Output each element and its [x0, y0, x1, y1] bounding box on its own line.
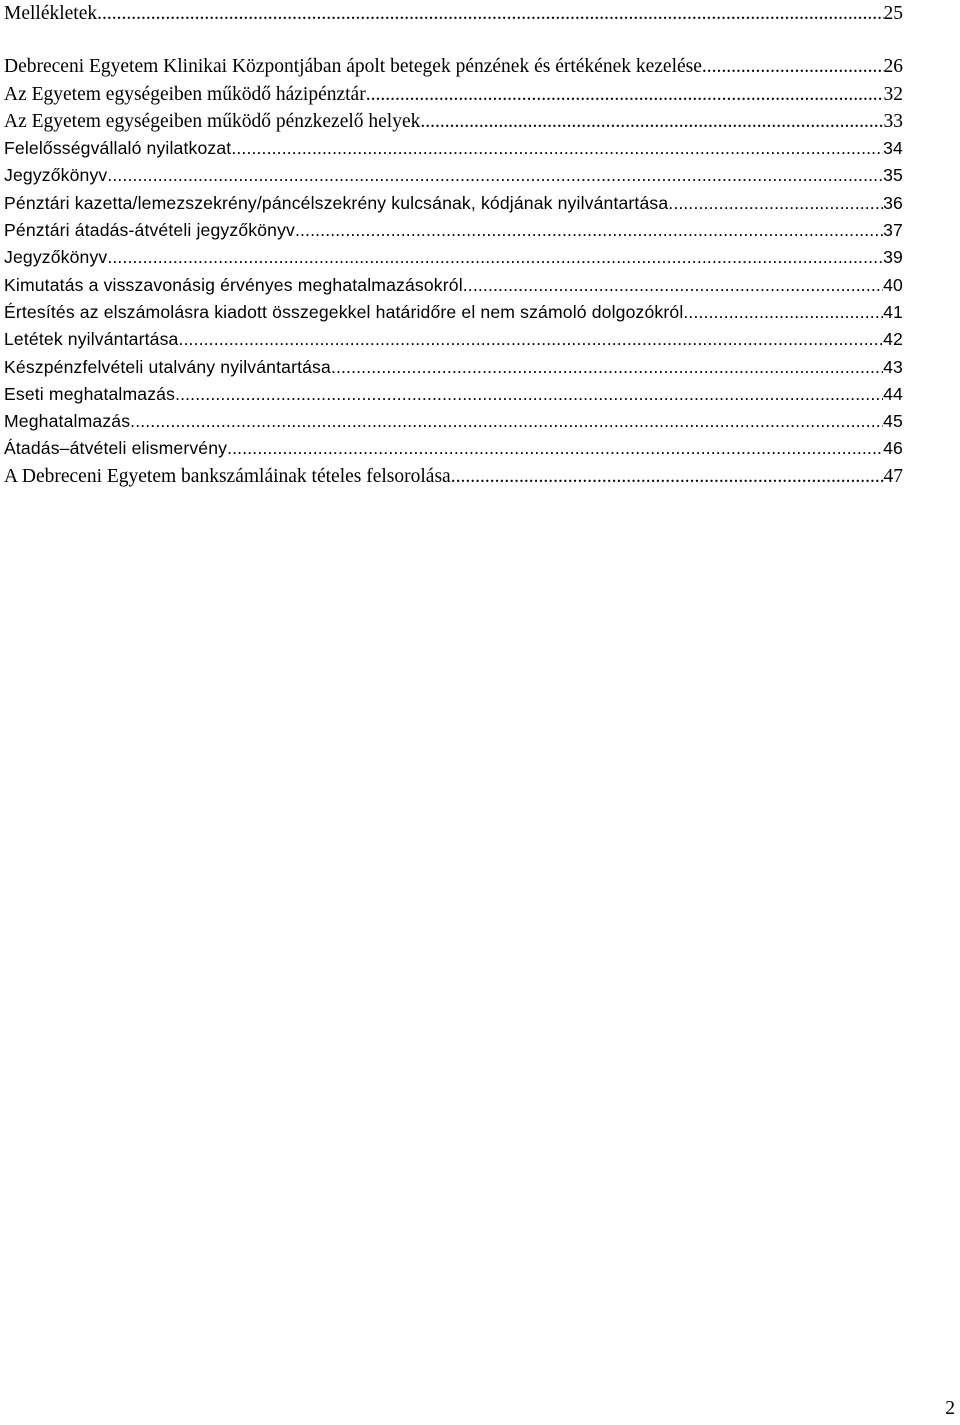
toc-entry-hazipenztar[interactable] [4, 81, 903, 108]
toc-entry-jegyzokonyv-35[interactable] [4, 162, 903, 189]
toc-entry-meghatalmazas[interactable] [4, 408, 903, 435]
toc-entry-atadas-elismerveny[interactable] [4, 435, 903, 462]
toc-entry-page: 45 [883, 411, 903, 432]
toc-entry-title: Kimutatás a visszavonásig érvényes meghatalmazásokról [4, 274, 463, 295]
toc-entry-title: Mellékletek [4, 3, 98, 24]
toc-entry-page: 39 [883, 247, 903, 268]
toc-entry-title: Az Egyetem egységeiben működő házipénztár [4, 83, 366, 105]
dot-leader [295, 217, 883, 244]
toc-entry-page: 33 [883, 110, 903, 132]
toc-entry-title: Átadás–átvételi elismervény [4, 438, 228, 459]
toc-entry-title: Pénztári kazetta/lemezszekrény/páncélszekrény kulcsának, kódjának nyilvántartása [4, 192, 669, 213]
dot-leader [130, 408, 883, 435]
dot-leader [175, 381, 883, 408]
dot-leader [178, 326, 883, 353]
toc-entry-title: Értesítés az elszámolásra kiadott összegekkel határidőre el nem számoló dolgozókról [4, 301, 684, 322]
toc-entry-keszpenzfelveteli[interactable] [4, 354, 903, 381]
toc-entry-kulcs-nyilvantartas[interactable] [4, 190, 903, 217]
dot-leader [420, 108, 883, 135]
toc-entry-title: Jegyzőkönyv [4, 247, 108, 268]
toc-entry-page: 36 [883, 192, 903, 213]
toc-entry-title: Felelősségvállaló nyilatkozat [4, 138, 232, 159]
dot-leader [683, 299, 883, 326]
toc-entry-title: Készpénzfelvételi utalvány nyilvántartása [4, 356, 331, 377]
toc-entry-page: 40 [883, 274, 903, 295]
toc-entry-page: 43 [883, 356, 903, 377]
dot-leader [231, 135, 883, 162]
toc-entry-mellekletek[interactable] [4, 0, 903, 27]
toc-entry-page: 44 [883, 383, 903, 404]
dot-leader [702, 53, 884, 80]
toc-entry-bankszamlak[interactable] [4, 463, 903, 490]
toc-entry-felelossegvallalo[interactable] [4, 135, 903, 162]
table-of-contents [4, 0, 903, 490]
toc-entry-title: A Debreceni Egyetem bankszámláinak tételes felsorolása [4, 465, 451, 487]
toc-entry-page: 37 [883, 220, 903, 241]
toc-entry-title: Debreceni Egyetem Klinikai Központjában ápolt betegek pénzének és értékének kezelése [4, 56, 702, 78]
toc-entry-atadas-jegyzokonyv[interactable] [4, 217, 903, 244]
dot-leader [463, 272, 883, 299]
dot-leader [107, 162, 883, 189]
toc-entry-title: Eseti meghatalmazás [4, 383, 176, 404]
dot-leader [668, 190, 883, 217]
toc-entry-letetek[interactable] [4, 326, 903, 353]
toc-entry-betegek-penze[interactable] [4, 53, 903, 80]
toc-entry-page: 26 [883, 56, 903, 78]
toc-entry-page: 35 [883, 165, 903, 186]
toc-entry-page: 46 [883, 438, 903, 459]
toc-entry-title: Meghatalmazás [4, 411, 131, 432]
toc-entry-title: Jegyzőkönyv [4, 165, 108, 186]
toc-entry-ertesites[interactable] [4, 299, 903, 326]
toc-entry-page: 34 [883, 138, 903, 159]
toc-entry-title: Letétek nyilvántartása [4, 329, 179, 350]
dot-leader [107, 244, 883, 271]
dot-leader [451, 463, 884, 490]
page-number: 2 [945, 1398, 955, 1419]
toc-entry-jegyzokonyv-39[interactable] [4, 244, 903, 271]
toc-entry-page: 25 [883, 3, 903, 24]
dot-leader [366, 81, 884, 108]
dot-leader [331, 354, 883, 381]
toc-entry-penzkezelo-helyek[interactable] [4, 108, 903, 135]
toc-entry-title: Pénztári átadás-átvételi jegyzőkönyv [4, 220, 295, 241]
toc-entry-title: Az Egyetem egységeiben működő pénzkezelő helyek [4, 110, 421, 132]
dot-leader [227, 435, 883, 462]
toc-entry-page: 32 [883, 83, 903, 105]
toc-entry-page: 47 [883, 465, 903, 487]
dot-leader [97, 0, 883, 27]
toc-entry-page: 42 [883, 329, 903, 350]
toc-entry-page: 41 [883, 301, 903, 322]
toc-entry-eseti-meghatalmazas[interactable] [4, 381, 903, 408]
toc-entry-meghatalmazasok-kimutatas[interactable] [4, 272, 903, 299]
